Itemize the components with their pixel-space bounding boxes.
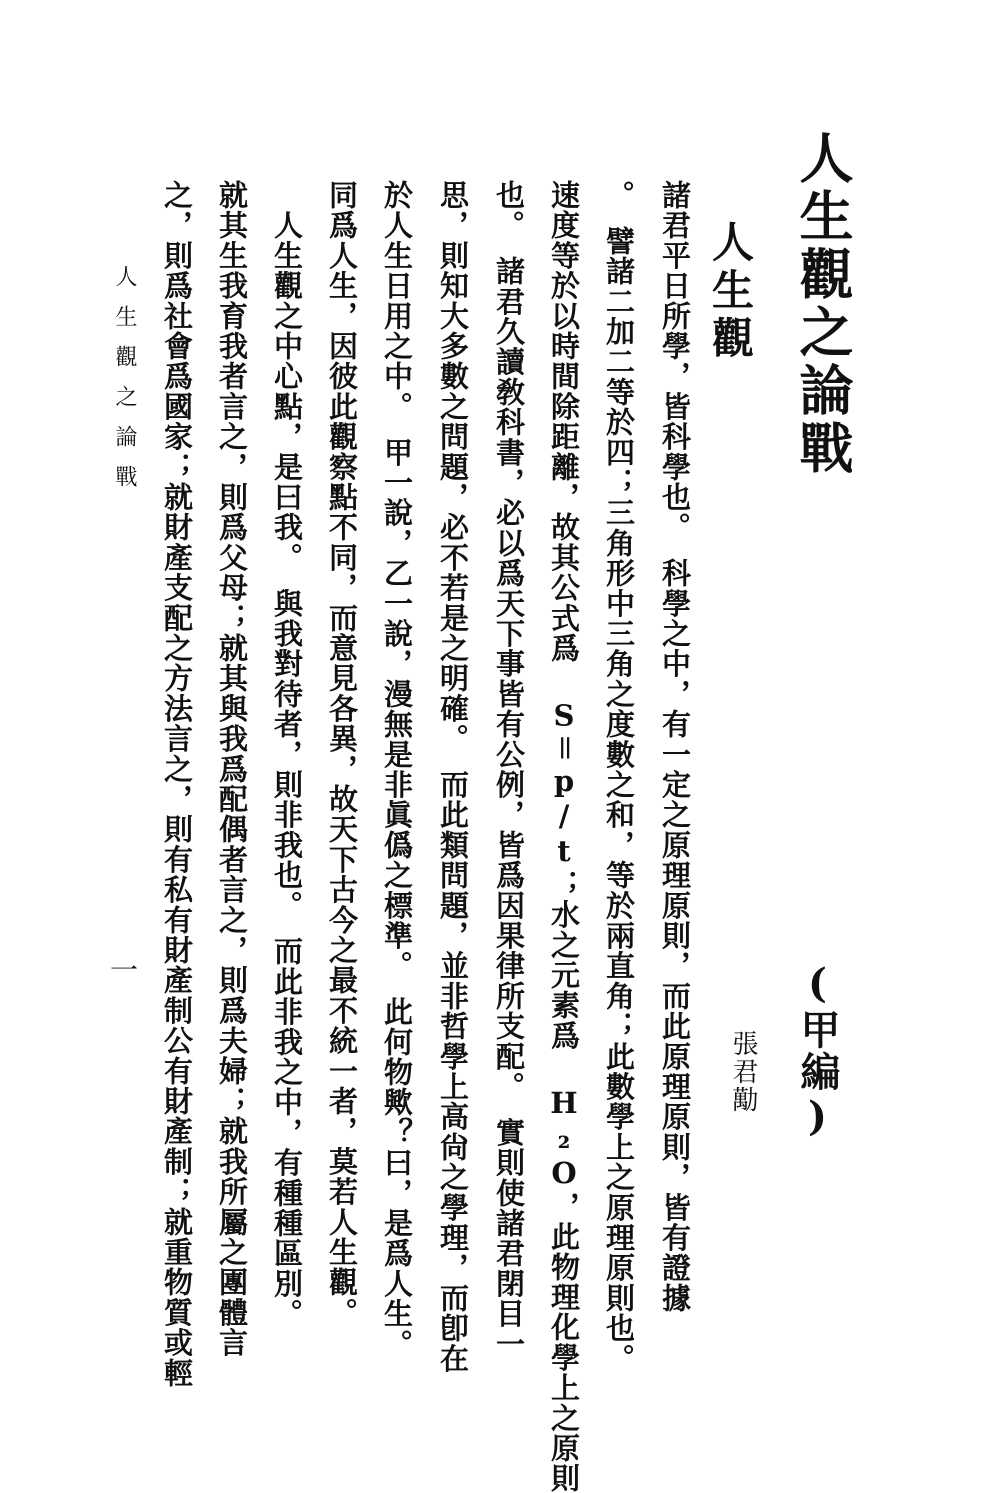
body-column-10: 之，則爲社會爲國家；就財產支配之方法言之，則有私有財產制公有財產制；就重物質或輕 xyxy=(160,180,194,1388)
body-column-6: 於人生日用之中。 甲一說，乙一說，漫無是非眞僞之標準。 此何物歟？曰，是爲人生。 xyxy=(380,180,414,1359)
running-head: 人生觀之論戰 xyxy=(112,265,137,505)
body-column-7: 同爲人生，因彼此觀察點不同，而意見各異，故天下古今之最不統一者，莫若人生觀。 xyxy=(325,180,359,1328)
body-column-8: 人生觀之中心點，是曰我。 與我對待者，則非我也。 而此非我之中，有種種區別。 xyxy=(270,180,304,1329)
body-column-2: 。 譬諸二加二等於四；三角形中三角之度數之和，等於兩直角；此數學上之原理原則也。 xyxy=(602,180,636,1374)
author-name: 張君勱 xyxy=(728,1030,758,1114)
body-column-3: 速度等於以時間除距離，故其公式爲 S＝p/t；水之元素爲 H₂O，此物理化學上之原則 xyxy=(547,180,581,1493)
book-title: 人生觀之論戰 xyxy=(791,130,855,478)
section-title: 人生觀 xyxy=(706,220,755,364)
body-column-1: 諸君平日所學，皆科學也。 科學之中，有一定之原理原則，而此原理原則，皆有證據 xyxy=(658,180,692,1314)
body-column-5: 思，則知大多數之問題，必不若是之明確。 而此類問題，並非哲學上高尙之學理，而卽在 xyxy=(436,180,470,1374)
page-number: 一 xyxy=(106,955,139,983)
edition-label: (甲編) xyxy=(794,960,841,1142)
body-column-4: 也。 諸君久讀敎科書，必以爲天下事皆有公例，皆爲因果律所支配。 實則使諸君閉目一 xyxy=(492,180,526,1359)
body-column-9: 就其生我育我者言之，則爲父母；就其與我爲配偶者言之，則爲夫婦；就我所屬之團體言 xyxy=(215,180,249,1358)
